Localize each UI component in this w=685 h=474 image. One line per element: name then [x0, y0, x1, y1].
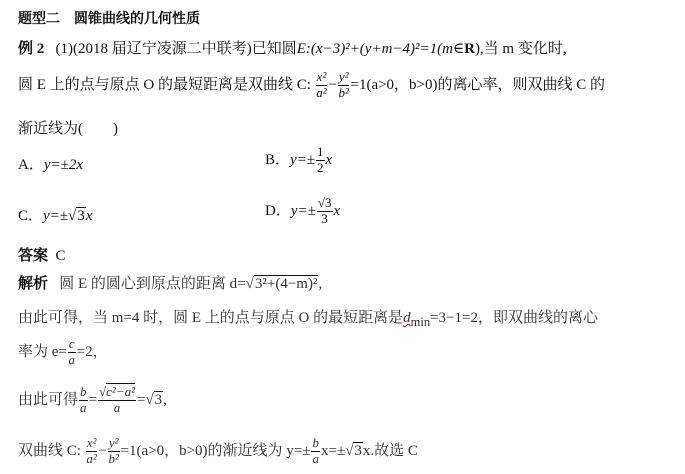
sqrt: √3 [345, 442, 362, 459]
analysis-text: 双曲线 C: [18, 442, 81, 459]
option-label: D． [265, 202, 291, 219]
fraction [79, 385, 88, 416]
analysis-line-2 [18, 306, 598, 330]
analysis-line-5: 双曲线 C: $\frac{\text{x²}}{\text{a²}}$ − $\frac{\text{y²}}{\text{b²}}$ =1(a>0，b>0)的渐近线为 y=± $\frac{b}{a}$ x=±√3x.故选 C [18, 435, 418, 466]
answer-value: C [55, 248, 66, 264]
analysis-text: =3−1=2，即双曲线的离心 [430, 310, 598, 326]
fraction [311, 436, 320, 467]
analysis-text: x.故选 C [362, 442, 418, 459]
numerator: y² [338, 69, 349, 84]
analysis-text: 由此可得 [18, 391, 79, 408]
example-text: ),当 m 变化时, [474, 41, 567, 57]
example-text: 圆 E 上的点与原点 O 的最短距离是双曲线 C: [18, 76, 311, 93]
section-title: 题型二 圆锥曲线的几何性质 [18, 11, 200, 27]
numerator: y² [108, 435, 119, 450]
option-text: x [85, 208, 93, 224]
option-c[interactable] [18, 204, 92, 225]
sqrt: √3²+(4−m)² [245, 276, 318, 292]
denominator: a² [86, 450, 97, 466]
sqrt: √3 [68, 208, 85, 224]
numerator: x² [86, 435, 97, 450]
example-text: =1(a>0，b>0)的离心率，则双曲线 C 的 [350, 76, 606, 93]
radicand: c²−a² [106, 384, 135, 399]
circle-equation: :(x−3)²+(y+m−4)²=1(m∈ [305, 41, 465, 57]
analysis-text: = [136, 391, 146, 408]
circle-name: E [296, 41, 306, 57]
analysis-text: , [163, 391, 167, 408]
denominator: b² [338, 84, 349, 100]
option-d[interactable] [265, 196, 340, 227]
example-line-2: 圆 E 上的点与原点 O 的最短距离是双曲线 C: $\frac{\text{x²}}{\text{a²}}$ − $\frac{\text{y²}}{\text{b²}}$ =1(a>0，b>0)的离心率，则双曲线 C 的 [18, 69, 606, 100]
option-a[interactable] [18, 153, 83, 174]
fraction [68, 337, 76, 368]
denominator: 2 [317, 159, 324, 175]
sqrt: √3 [145, 391, 163, 408]
numerator: c [68, 336, 75, 351]
fraction [316, 145, 325, 176]
radicand: 3 [154, 391, 163, 408]
analysis-text: =2， [76, 343, 108, 360]
radicand: 3 [354, 442, 362, 459]
denominator: a [80, 399, 87, 415]
analysis-text: =1(a>0，b>0)的渐近线为 y=± [120, 442, 311, 459]
fraction [108, 436, 120, 467]
analysis-text: 由此可得，当 m=4 时，圆 E 上的点与原点 O 的最短距离是 [18, 310, 404, 326]
numerator: √c²−a² [98, 384, 135, 399]
d-min [403, 310, 431, 329]
denominator: a [68, 351, 76, 367]
denominator: a [113, 399, 121, 415]
numerator: b [312, 435, 319, 450]
subscript: min [410, 315, 431, 329]
option-text: y=±2x [43, 157, 84, 173]
radicand: 3²+(4−m)² [254, 276, 318, 292]
analysis-line-1 [18, 272, 322, 293]
answer-label: 答案 [18, 248, 49, 264]
denominator: 3 [321, 210, 328, 226]
example-line-3: 渐近线为( ) [18, 121, 118, 137]
example-line-1 [18, 37, 567, 58]
option-text: x [333, 202, 341, 219]
numerator: b [80, 384, 87, 399]
example-label: 例 2 [18, 41, 45, 57]
fraction [98, 385, 136, 416]
analysis-text: 率为 e= [18, 343, 67, 360]
analysis-text: , [318, 276, 323, 292]
fraction [317, 196, 333, 227]
option-label: B． [265, 151, 291, 168]
analysis-line-3 [18, 337, 108, 368]
option-text: y=± [43, 208, 69, 224]
denominator: b² [108, 450, 119, 466]
option-label: C． [18, 208, 44, 224]
option-label: A． [18, 157, 44, 173]
option-text: x [325, 151, 333, 168]
fraction [316, 70, 328, 101]
analysis-label: 解析 [18, 276, 49, 292]
answer-line [18, 244, 66, 265]
denominator: a² [316, 84, 327, 100]
reals-symbol: R [464, 41, 475, 57]
analysis-line-4: 由此可得 $\frac{b}{a}$ = $\frac{\text{√c²−a²}}{a}$ =√3, [18, 384, 167, 415]
option-b[interactable] [265, 145, 332, 176]
option-text: y=± [290, 202, 316, 219]
analysis-text: 圆 E 的圆心到原点的距离 d= [59, 276, 246, 292]
numerator: x² [316, 69, 327, 84]
denominator: a [312, 450, 319, 466]
d-symbol: d [403, 310, 411, 326]
option-text: y=± [290, 151, 316, 168]
fraction [338, 70, 350, 101]
numerator: √3 [317, 195, 332, 210]
numerator: 1 [317, 144, 324, 159]
example-source: (1)(2018 届辽宁凌源二中联考)已知圆 [55, 41, 297, 57]
analysis-text: x=± [320, 442, 346, 459]
fraction [86, 436, 98, 467]
radicand: 3 [77, 208, 85, 224]
